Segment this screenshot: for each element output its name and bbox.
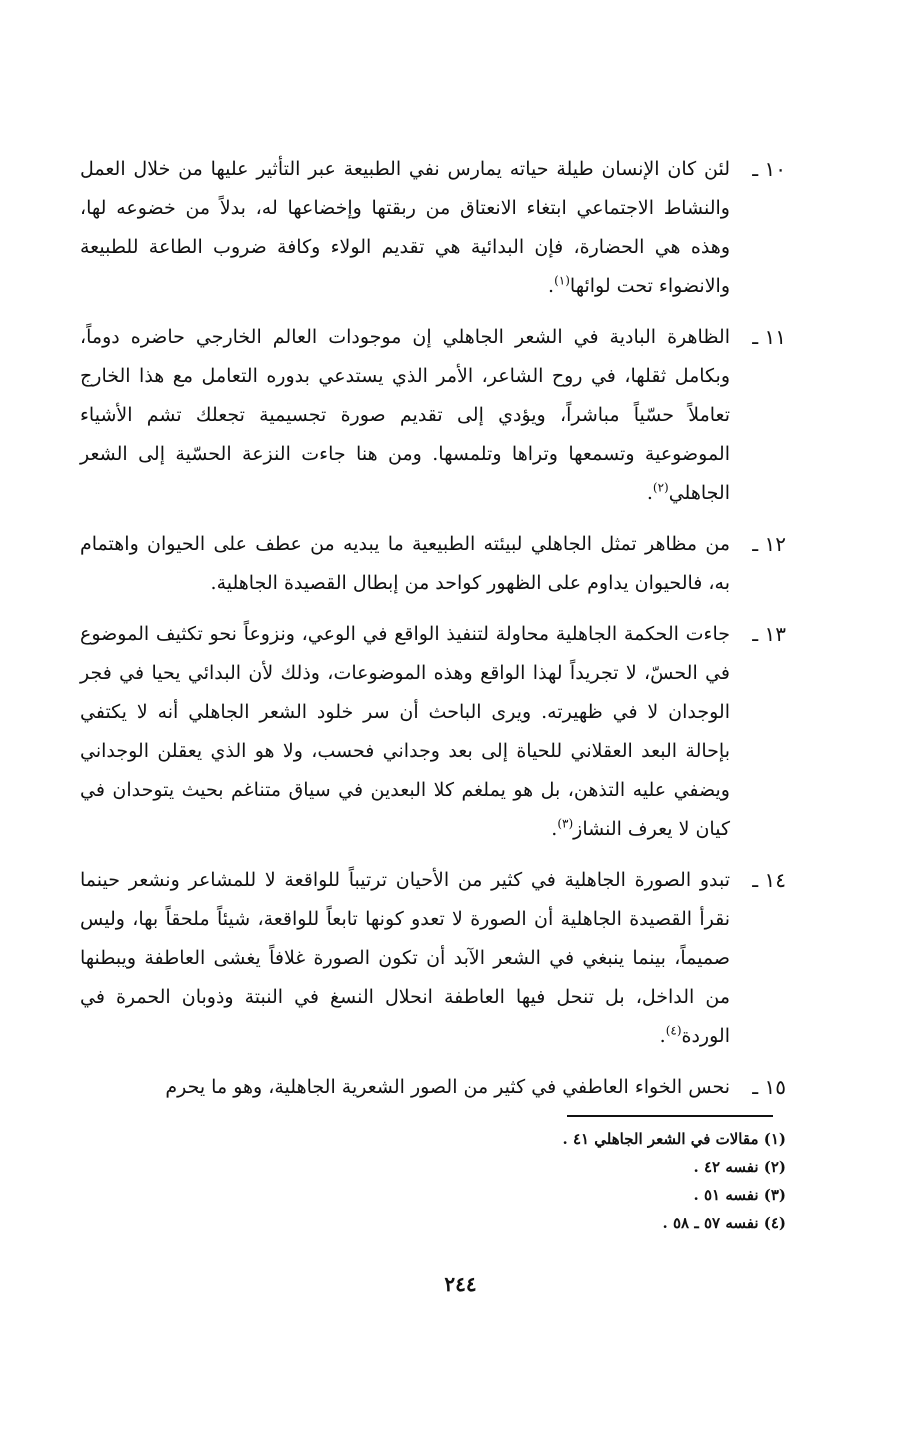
footnote: (٢) نفسه ٤٢ .	[693, 1158, 786, 1176]
numbered-paragraph-13	[80, 615, 786, 849]
numbered-paragraph-14	[80, 861, 786, 1056]
paragraph-number: ١٥ ـ	[752, 1075, 786, 1099]
paragraph-text: جاءت الحكمة الجاهلية محاولة لتنفيذ الواقع في الوعي، ونزوعاً نحو تكثيف الموضوع في الحسّ، لا تجريداً لهذا الواقع وهذه الموضوعات، وذلك لأن البدائي يحيا في فجر الوجدان لا في ظهيرته. ويرى الباحث أن سر خلود الشعر الجاهلي أنه لا يكتفي بإحالة البعد العقلاني للحياة إلى بعد وجداني فحسب، ولا هو الذي يعقلن الوجداني ويضفي عليه التذهن، بل هو يملغم كلا البعدين في سياق متناغم بحيث يتوحدان في كيان لا يعرف النشاز$^{(٣)}$.	[80, 623, 730, 840]
paragraph-number: ١٠ ـ	[752, 157, 786, 181]
numbered-paragraph-12	[80, 525, 786, 603]
page-body	[80, 150, 786, 1119]
page-number: ٢٤٤	[444, 1272, 477, 1296]
numbered-paragraph-10	[80, 150, 786, 306]
paragraph-number: ١٣ ـ	[752, 622, 786, 646]
paragraph-number: ١٢ ـ	[752, 532, 786, 556]
paragraph-text: تبدو الصورة الجاهلية في كثير من الأحيان ترتيباً للواقعة لا للمشاعر ونشعر حينما نقرأ القصيدة الجاهلية أن الصورة لا تعدو كونها تابعاً للواقعة، شيئاً ملحقاً بها، وليس صميماً، بينما ينبغي في الشعر الآبد أن تكون الصورة غلافاً يغشى العاطفة ويبطنها من الداخل، بل تنحل فيها العاطفة انحلال النسغ في النبتة وذوبان الحمرة في الوردة$^{(٤)}$.	[80, 869, 730, 1047]
footnote-ref: (٣)	[557, 816, 574, 831]
footnote-ref: (٤)	[665, 1023, 682, 1038]
paragraph-number: ١١ ـ	[752, 325, 786, 349]
numbered-paragraph-15	[80, 1068, 786, 1107]
paragraph-text: لئن كان الإنسان طيلة حياته يمارس نفي الطبيعة عبر التأثير عليها من خلال العمل والنشاط الاجتماعي ابتغاء الانعتاق من ربقتها وإخضاعها له، بدلاً من خضوعه لها، وهذه هي الحضارة، فإن البدائية هي تقديم الولاء وكافة ضروب الطاعة للطبيعة والانضواء تحت لوائها$^{(١)}$.	[80, 158, 730, 297]
paragraph-number: ١٤ ـ	[752, 868, 786, 892]
footnotes	[300, 1125, 786, 1237]
footnote-ref: (١)	[554, 273, 570, 288]
paragraph-text: نحس الخواء العاطفي في كثير من الصور الشعرية الجاهلية، وهو ما يحرم	[165, 1076, 730, 1098]
footnote-divider	[567, 1115, 773, 1117]
paragraph-text: الظاهرة البادية في الشعر الجاهلي إن موجودات العالم الخارجي حاضره دوماً، وبكامل ثقلها، في روح الشاعر، الأمر الذي يستدعي بدوره التعامل مع هذا الخارج تعاملاً حسّياً مباشراً، ويؤدي إلى تقديم صورة تجسيمية تجعلك تشم الأشياء الموضوعية وتسمعها وتراها وتلمسها. ومن هنا جاءت النزعة الحسّية إلى الشعر الجاهلي$^{(٢)}$.	[80, 326, 730, 504]
numbered-paragraph-11	[80, 318, 786, 513]
paragraph-text: من مظاهر تمثل الجاهلي لبيئته الطبيعية ما يبديه من عطف على الحيوان واهتمام به، فالحيوان يداوم على الظهور كواحد من إبطال القصيدة الجاهلية.	[80, 533, 730, 594]
footnote-ref: (٢)	[652, 480, 669, 495]
footnote: (١) مقالات في الشعر الجاهلي ٤١ .	[562, 1130, 786, 1148]
footnote: (٤) نفسه ٥٧ ـ ٥٨ .	[662, 1214, 786, 1232]
footnote: (٣) نفسه ٥١ .	[693, 1186, 786, 1204]
